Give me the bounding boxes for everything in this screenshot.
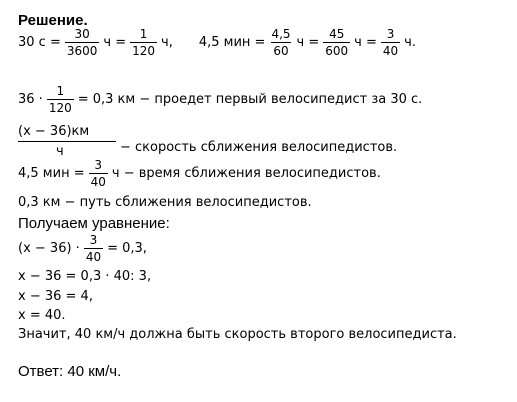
fraction-numerator: 1 — [139, 27, 148, 41]
fraction-1-120 — [47, 85, 74, 114]
equation-step-2: х − 36 = 4, — [18, 289, 93, 304]
fraction-45-600 — [323, 28, 350, 57]
equation-line — [18, 234, 147, 263]
conversion-line — [18, 28, 416, 57]
fraction-numerator: 30 — [74, 27, 90, 41]
product-lhs: 36 · — [18, 92, 43, 107]
statement-text: = 0,3 км − проедет первый велосипедист за 30 с. — [77, 92, 423, 107]
fraction-4.5-60 — [269, 28, 292, 57]
equation-step-3: х = 40. — [18, 308, 66, 323]
speed-denominator: ч — [56, 144, 64, 159]
answer-line: Ответ: 40 км/ч. — [18, 363, 122, 380]
fraction-denominator: 600 — [325, 44, 349, 58]
minutes-lhs: 4,5 мин = — [198, 35, 266, 50]
approach-distance-line: 0,3 км − путь сближения велосипедистов. — [18, 195, 312, 210]
fraction-numerator: 45 — [329, 27, 345, 41]
fraction-denominator: 40 — [90, 175, 106, 189]
conclusion-line: Значит, 40 км/ч должна быть скорость второго велосипедиста. — [18, 327, 457, 342]
fraction-3-40 — [89, 159, 108, 188]
equals-text: ч = — [103, 35, 127, 50]
unit-text: ч. — [404, 35, 416, 50]
approach-speed-line — [18, 124, 398, 159]
fraction-denominator: 40 — [85, 250, 102, 264]
fraction-denominator: 120 — [48, 101, 72, 115]
statement-text: − скорость сближения велосипедистов. — [120, 140, 398, 155]
seconds-lhs: 30 с = — [18, 35, 61, 50]
fraction-denominator: 40 — [382, 44, 399, 58]
fraction-denominator: 120 — [132, 44, 156, 58]
speed-numerator: (х − 36)км — [18, 124, 90, 139]
minutes-lhs: 4,5 мин = — [18, 166, 85, 181]
fraction-30-3600 — [65, 28, 100, 57]
fraction-numerator: 3 — [386, 27, 395, 41]
equals-text: ч = — [296, 35, 320, 50]
fraction-numerator: 4,5 — [271, 27, 291, 41]
first-cyclist-distance-line — [18, 85, 422, 114]
fraction-3-40 — [84, 234, 103, 263]
fraction-denominator: 60 — [273, 44, 289, 58]
equation-rhs: = 0,3, — [107, 241, 147, 256]
fraction-numerator: 3 — [94, 158, 103, 172]
equation-step-1: х − 36 = 0,3 · 40: 3, — [18, 269, 152, 284]
fraction-denominator: 3600 — [66, 44, 98, 58]
fraction-1-120 — [130, 28, 157, 57]
fraction-numerator: 1 — [56, 84, 65, 98]
approach-time-line — [18, 159, 381, 188]
solution-heading: Решение. — [18, 12, 88, 29]
equation-lhs: (х − 36) · — [18, 241, 80, 256]
fraction-3-40 — [381, 28, 400, 57]
equation-intro: Получаем уравнение: — [18, 215, 170, 232]
statement-text: ч − время сближения велосипедистов. — [111, 166, 381, 181]
equals-text: ч = — [354, 35, 377, 50]
unit-text: ч, — [161, 35, 173, 50]
fraction-numerator: 3 — [89, 233, 98, 247]
